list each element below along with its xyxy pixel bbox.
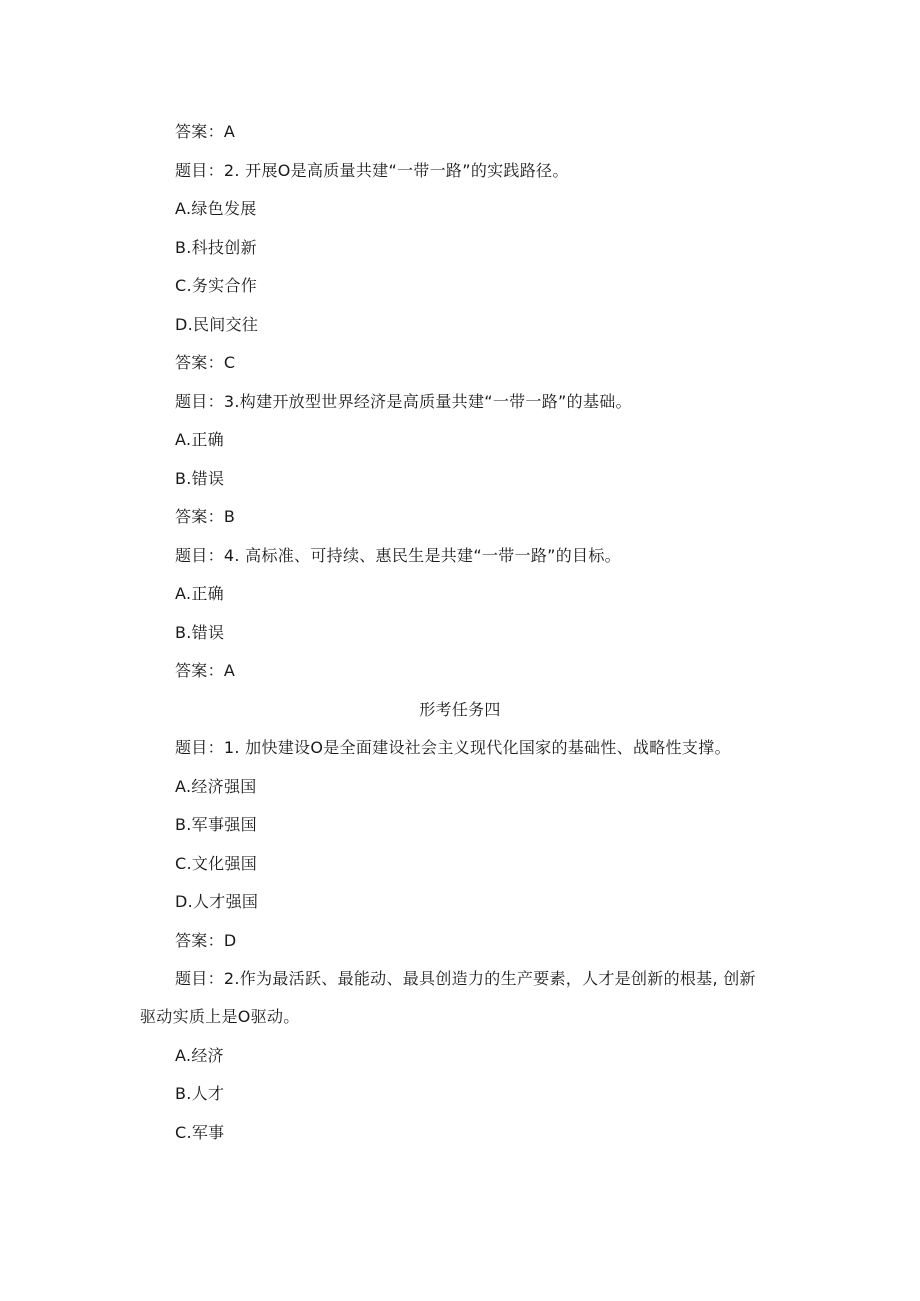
question-line: 题目：2.作为最活跃、最能动、最具创造力的生产要素，人才是创新的根基, 创新 [175, 969, 756, 988]
question-line: 题目：4. 高标准、可持续、惠民生是共建“一带一路”的目标。 [175, 546, 621, 565]
option-line: A.经济强国 [175, 777, 257, 796]
answer-line: 答案：A [175, 122, 236, 141]
question-continuation-line: 驱动实质上是O驱动。 [140, 1007, 300, 1026]
option-line: B.错误 [175, 623, 225, 642]
option-line: B.人才 [175, 1084, 225, 1103]
answer-line: 答案：C [175, 353, 236, 372]
question-line: 题目：1. 加快建设O是全面建设社会主义现代化国家的基础性、战略性支撑。 [175, 738, 731, 757]
option-line: C.军事 [175, 1123, 225, 1142]
option-line: C.务实合作 [175, 276, 258, 295]
option-line: C.文化强国 [175, 854, 258, 873]
option-line: A.正确 [175, 584, 224, 603]
option-line: D.民间交往 [175, 315, 259, 334]
question-line: 题目：2. 开展O是高质量共建“一带一路”的实践路径。 [175, 161, 569, 180]
option-line: A.正确 [175, 430, 224, 449]
answer-line: 答案：A [175, 661, 236, 680]
option-line: B.错误 [175, 469, 225, 488]
question-line: 题目：3.构建开放型世界经济是高质量共建“一带一路”的基础。 [175, 392, 632, 411]
option-line: D.人才强国 [175, 892, 259, 911]
option-line: A.绿色发展 [175, 199, 257, 218]
option-line: A.经济 [175, 1046, 224, 1065]
option-line: B.科技创新 [175, 238, 257, 257]
answer-line: 答案：D [175, 931, 237, 950]
answer-line: 答案：B [175, 507, 236, 526]
section-heading: 形考任务四 [419, 700, 501, 719]
option-line: B.军事强国 [175, 815, 257, 834]
